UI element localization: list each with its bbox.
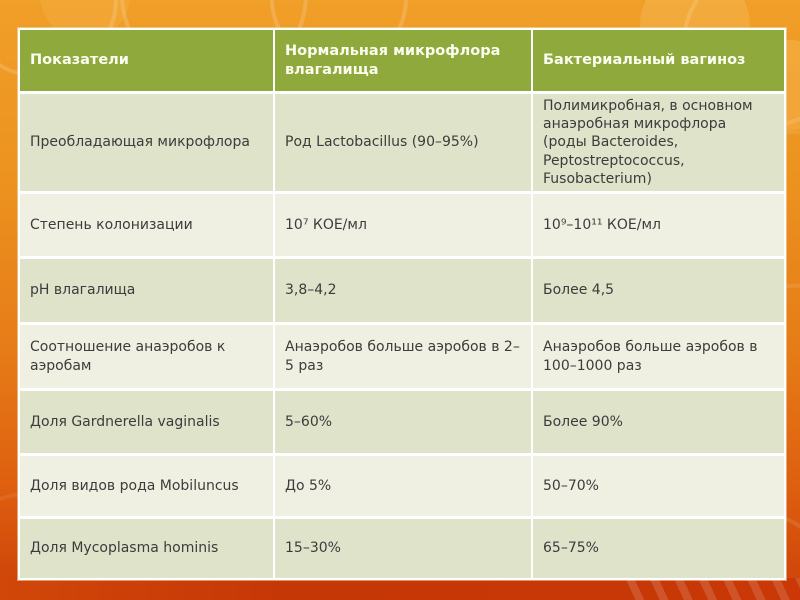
- bottom-accent-band: [0, 578, 800, 600]
- table-cell: Соотношение анаэробов к аэробам: [20, 325, 273, 388]
- bottom-band-streaks: [620, 578, 800, 600]
- table-cell: 3,8–4,2: [275, 259, 531, 322]
- table-cell: 10⁷ КОЕ/мл: [275, 194, 531, 256]
- comparison-table: [18, 28, 786, 580]
- table-cell: 10⁹–10¹¹ КОЕ/мл: [533, 194, 784, 256]
- table-cell: Доля Gardnerella vaginalis: [20, 391, 273, 453]
- table-cell: 5–60%: [275, 391, 531, 453]
- table-cell: 65–75%: [533, 519, 784, 578]
- column-header-normal-microflora: Нормальная микрофлора влагалища: [275, 30, 531, 91]
- table-cell: До 5%: [275, 456, 531, 516]
- table-cell: Доля Mycoplasma hominis: [20, 519, 273, 578]
- table-cell: Род Lactobacillus (90–95%): [275, 94, 531, 191]
- table-cell: Анаэробов больше аэробов в 2–5 раз: [275, 325, 531, 388]
- table-cell: Более 4,5: [533, 259, 784, 322]
- table-cell: 50–70%: [533, 456, 784, 516]
- table-cell: 15–30%: [275, 519, 531, 578]
- table-cell: Доля видов рода Mobiluncus: [20, 456, 273, 516]
- column-header-indicators: Показатели: [20, 30, 273, 91]
- table-cell: pH влагалища: [20, 259, 273, 322]
- table-cell: Полимикробная, в основном анаэробная микрофлора (роды Bacteroides, Peptostreptococcus, Fusobacterium): [533, 94, 784, 191]
- table-cell: Степень колонизации: [20, 194, 273, 256]
- table-cell: Анаэробов больше аэробов в 100–1000 раз: [533, 325, 784, 388]
- table-cell: Преобладающая микрофлора: [20, 94, 273, 191]
- table-cell: Более 90%: [533, 391, 784, 453]
- column-header-bacterial-vaginosis: Бактериальный вагиноз: [533, 30, 784, 91]
